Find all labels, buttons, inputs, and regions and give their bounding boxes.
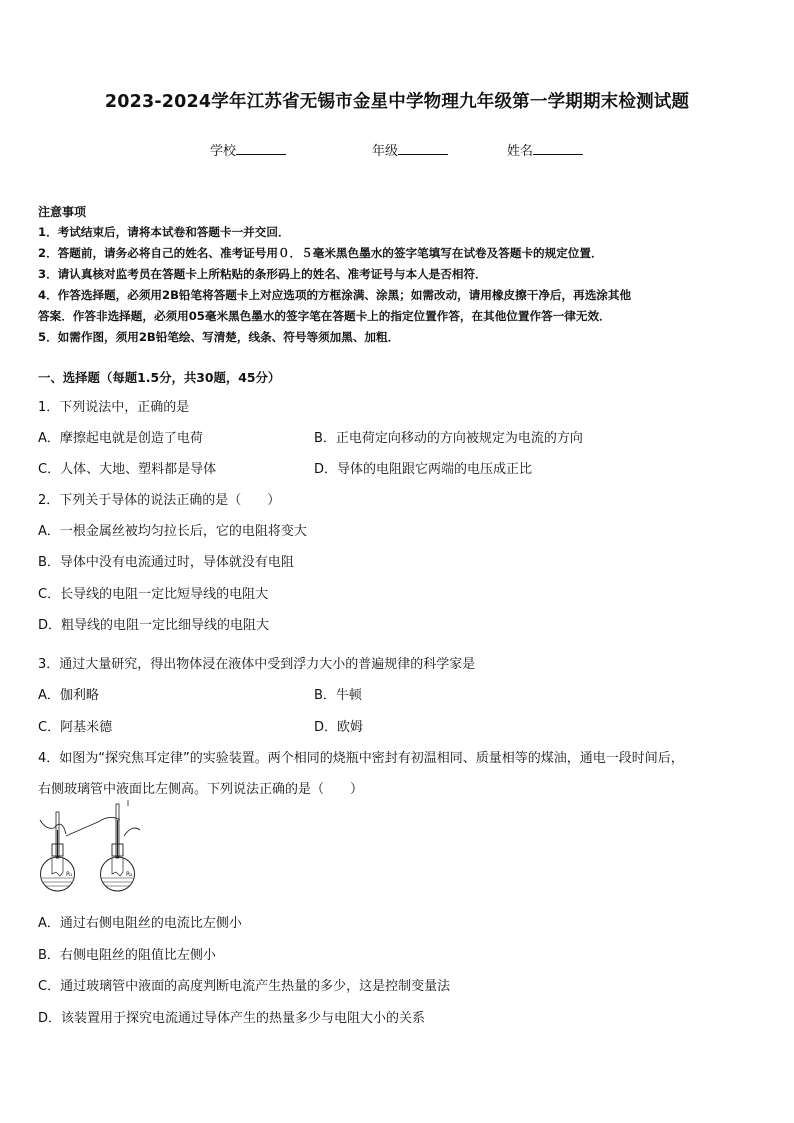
note-item: 答案．作答非选择题，必须用05毫米黑色墨水的签字笔在答题卡上的指定位置作答，在其他位置作答一律无效． [38,309,611,323]
note-item: 3．请认真核对监考员在答题卡上所粘贴的条形码上的姓名、准考证号与本人是否相符． [38,267,487,281]
left-resistor [52,858,63,876]
note-item: 4．作答选择题，必须用2B铅笔将答题卡上对应选项的方框涂满、涂黑；如需改动，请用橡皮擦干净后，再选涂其他 [38,288,632,302]
question-4-stem-line-2: 右侧玻璃管中液面比左侧高。下列说法正确的是（ ） [38,782,364,797]
grade-label: 年级 [372,144,399,159]
q1-option-a[interactable]: A．摩擦起电就是创造了电荷 [38,431,203,446]
q1-option-c[interactable]: C．人体、大地、塑料都是导体 [38,462,217,477]
question-3-stem: 3．通过大量研究，得出物体浸在液体中受到浮力大小的普遍规律的科学家是 [38,657,476,672]
q3-option-b[interactable]: B．牛顿 [314,688,362,703]
joule-law-apparatus-figure [36,800,146,900]
q4-option-d[interactable]: D．该装置用于探究电流通过导体产生的热量多少与电阻大小的关系 [38,1011,426,1026]
question-2-stem: 2．下列关于导体的说法正确的是（ ） [38,493,281,508]
right-wire [124,828,140,836]
name-blank[interactable] [533,142,583,155]
q2-option-b[interactable]: B．导体中没有电流通过时，导体就没有电阻 [38,555,294,570]
q4-option-a[interactable]: A．通过右侧电阻丝的电流比左侧小 [38,916,242,931]
q4-option-b[interactable]: B．右侧电阻丝的阻值比左侧小 [38,948,216,963]
section-heading: 一、选择题（每题1.5分，共30题，45分） [38,370,281,385]
school-field[interactable] [210,140,286,159]
q4-option-c[interactable]: C．通过玻璃管中液面的高度判断电流产生热量的多少，这是控制变量法 [38,979,451,994]
right-resistor [112,858,123,876]
q3-option-d[interactable]: D．欧姆 [314,720,364,735]
label-r1: R₁ [66,871,73,878]
page-title: 2023-2024学年江苏省无锡市金星中学物理九年级第一学期期末检测试题 [104,92,690,112]
notes-heading: 注意事项 [38,205,87,219]
q1-option-d[interactable]: D．导体的电阻跟它两端的电压成正比 [314,462,533,477]
school-blank[interactable] [236,142,286,155]
grade-blank[interactable] [398,142,448,155]
question-1-stem: 1．下列说法中，正确的是 [38,400,190,415]
grade-field[interactable] [372,140,448,159]
name-label: 姓名 [507,144,534,159]
left-wire [40,820,66,834]
note-item: 2．答题前，请务必将自己的姓名、准考证号用０．５毫米黑色墨水的签字笔填写在试卷及答题卡的规定位置． [38,246,603,260]
middle-wire [66,817,120,836]
q3-option-c[interactable]: C．阿基米德 [38,720,113,735]
q2-option-a[interactable]: A．一根金属丝被均匀拉长后，它的电阻将变大 [38,524,307,539]
name-field[interactable] [507,140,583,159]
q3-option-a[interactable]: A．伽利略 [38,688,99,703]
question-4-stem-line-1: 4．如图为“探究焦耳定律”的实验装置。两个相同的烧瓶中密封有初温相同、质量相等的煤油，通电一段时间后， [38,751,684,766]
q1-option-b[interactable]: B．正电荷定向移动的方向被规定为电流的方向 [314,431,583,446]
label-r2: R₂ [126,871,133,878]
q2-option-c[interactable]: C．长导线的电阻一定比短导线的电阻大 [38,587,269,602]
note-item: 5．如需作图，须用2B铅笔绘、写清楚，线条、符号等须加黑、加粗． [38,330,400,344]
q2-option-d[interactable]: D．粗导线的电阻一定比细导线的电阻大 [38,618,270,633]
school-label: 学校 [210,144,237,159]
note-item: 1．考试结束后，请将本试卷和答题卡一并交回． [38,225,290,239]
